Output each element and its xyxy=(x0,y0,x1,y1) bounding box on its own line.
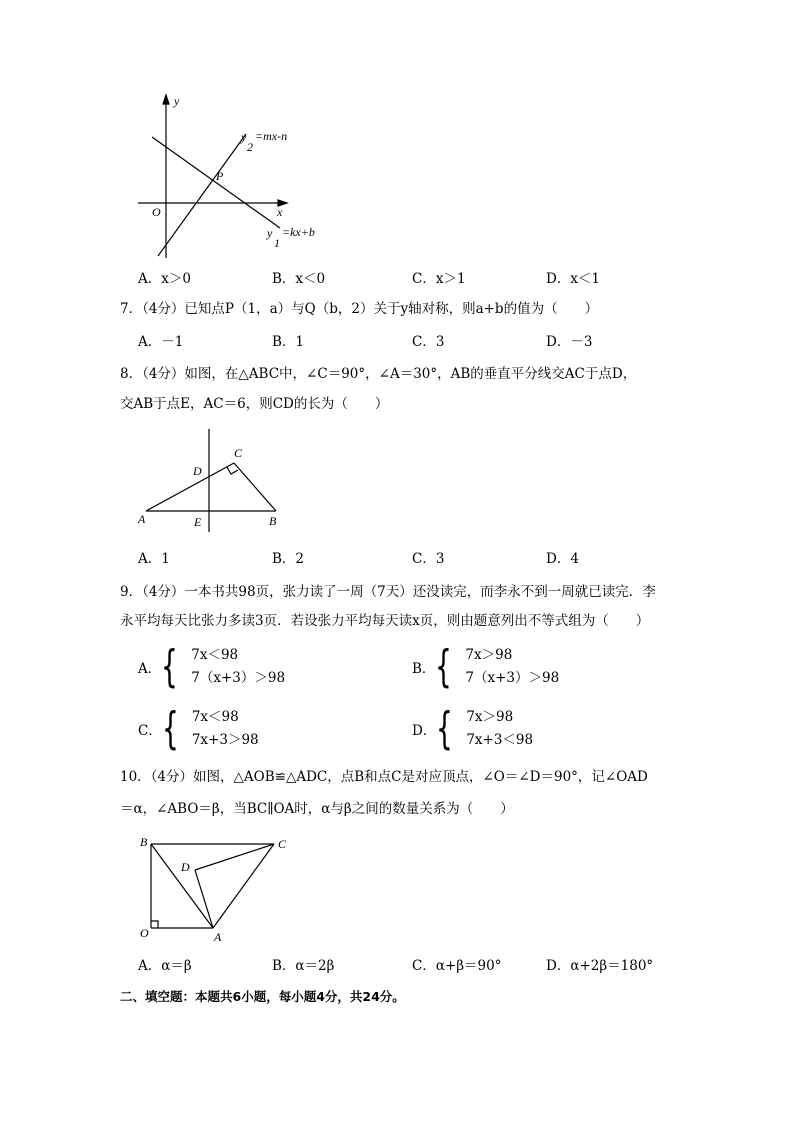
q7-option-a: A．－1 xyxy=(138,334,184,350)
q9-option-b-brace: { xyxy=(435,641,453,692)
q10-label-o: O xyxy=(140,926,149,940)
q6-y-arrow xyxy=(163,95,169,104)
q9-option-d xyxy=(412,703,534,754)
q8-option-b: B．2 xyxy=(272,551,305,567)
q8-option-a: A．1 xyxy=(138,551,170,567)
q9-option-a-brace: { xyxy=(161,641,179,692)
q10-label-c: C xyxy=(278,837,287,851)
q9-stem-line2: 永平均每天比张力多读3页．若设张力平均每天读x页，则由题意列出不等式组为（ ） xyxy=(120,613,650,629)
q9-option-c-label: C． xyxy=(138,723,162,739)
q10-option-b: B．α＝2β xyxy=(272,958,335,974)
q10-stem-line1: 10．（4分）如图，△AOB≌△ADC，点B和点C是对应顶点，∠O＝∠D＝90°，记∠OAD xyxy=(120,769,648,785)
q7-option-d: D．－3 xyxy=(546,334,593,350)
q6-line2-sub: 2 xyxy=(247,140,253,154)
q6-option-d: D．x＜1 xyxy=(546,271,601,287)
q8-option-d: D．4 xyxy=(546,551,579,567)
q8-label-e: E xyxy=(194,515,202,529)
q10-right-angle-mark xyxy=(151,921,158,928)
q6-line1-sub: 1 xyxy=(274,236,280,250)
q6-point-label: P xyxy=(216,169,224,183)
q8-label-a: A xyxy=(138,512,146,526)
q9-option-b-ineq1: 7x＞98 xyxy=(465,647,513,663)
q9-option-b-ineq2: 7（x+3）＞98 xyxy=(465,670,560,686)
q10-side-ad xyxy=(195,870,213,928)
q10-label-a: A xyxy=(214,930,222,944)
q10-option-d: D．α+2β＝180° xyxy=(546,958,654,974)
q9-option-b xyxy=(412,641,560,692)
q10-side-ac xyxy=(213,844,274,928)
q10-figure xyxy=(130,830,300,948)
q9-option-c-ineq2: 7x+3＞98 xyxy=(191,732,259,748)
q10-side-ab xyxy=(151,844,213,928)
q9-option-c xyxy=(138,703,259,754)
q9-option-c-ineq1: 7x＜98 xyxy=(191,709,239,725)
q9-option-d-label: D． xyxy=(412,723,437,739)
q8-side-cb xyxy=(234,463,276,511)
q7-option-b: B．1 xyxy=(272,334,305,350)
q6-line1-rhs: =kx+b xyxy=(282,225,315,239)
q8-figure xyxy=(130,425,290,537)
q9-option-b-label: B． xyxy=(412,661,436,677)
q8-label-b: B xyxy=(269,514,277,528)
q6-option-b: B．x＜0 xyxy=(272,271,326,287)
q9-option-a-ineq2: 7（x+3）＞98 xyxy=(191,670,286,686)
q6-y-label: y xyxy=(174,94,180,108)
q9-option-d-ineq1: 7x＞98 xyxy=(466,709,514,725)
q9-option-a-ineq1: 7x＜98 xyxy=(191,647,239,663)
q8-label-d: D xyxy=(193,464,202,478)
q10-stem-line2: ＝α，∠ABO＝β，当BC∥OA时，α与β之间的数量关系为（ ） xyxy=(120,801,514,817)
q10-label-d: D xyxy=(181,860,190,874)
q7-stem: 7．（4分）已知点P（1，a）与Q（b，2）关于y轴对称，则a+b的值为（ ） xyxy=(120,301,599,317)
q10-option-a: A．α＝β xyxy=(138,958,192,974)
q8-side-ac xyxy=(146,463,234,511)
q8-stem-line1: 8．（4分）如图，在△ABC中，∠C＝90°，∠A＝30°，AB的垂直平分线交AC于点D， xyxy=(120,366,637,382)
q7-option-c: C．3 xyxy=(412,334,445,350)
q6-line2-label: y xyxy=(241,130,247,144)
q9-option-d-ineq2: 7x+3＜98 xyxy=(466,732,534,748)
q8-label-c: C xyxy=(234,446,243,460)
q9-stem-line1: 9．（4分）一本书共98页，张力读了一周（7天）还没读完，而李永不到一周就已读完．李 xyxy=(120,584,656,600)
q6-option-a: A．x＞0 xyxy=(138,271,191,287)
q6-figure xyxy=(130,90,340,265)
q6-line1-label: y xyxy=(267,226,273,240)
q6-option-c: C．x＞1 xyxy=(412,271,466,287)
q6-origin-label: O xyxy=(152,205,161,219)
q9-option-a xyxy=(138,641,286,692)
q6-line2-rhs: =mx-n xyxy=(255,129,288,143)
q10-side-dc xyxy=(195,844,274,870)
q9-option-c-brace: { xyxy=(161,703,179,754)
q10-label-b: B xyxy=(140,835,148,849)
q9-option-a-label: A． xyxy=(138,661,162,677)
q9-option-d-brace: { xyxy=(436,703,454,754)
q8-right-angle-mark xyxy=(227,467,238,474)
q6-x-label: x xyxy=(277,205,283,219)
q8-stem-line2: 交AB于点E，AC＝6，则CD的长为（ ） xyxy=(120,396,389,412)
section-2-heading: 二、填空题：本题共6小题，每小题4分，共24分。 xyxy=(120,989,405,1004)
q8-option-c: C．3 xyxy=(412,551,445,567)
q10-option-c: C．α+β＝90° xyxy=(412,958,502,974)
